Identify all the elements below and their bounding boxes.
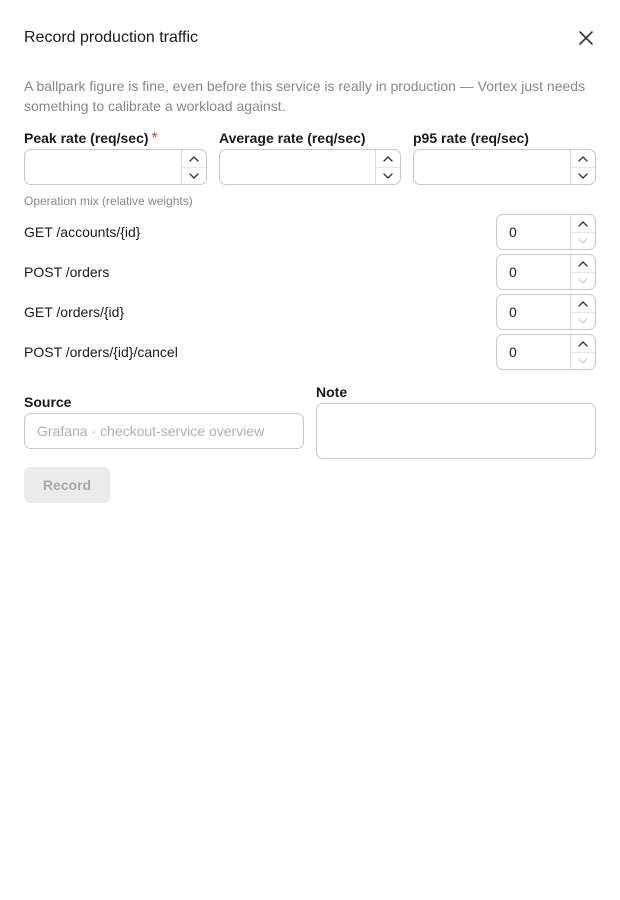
operation-weight-input[interactable] <box>496 214 596 250</box>
average-rate-label-text: Average rate (req/sec) <box>219 130 366 146</box>
operation-weight-increment-button[interactable] <box>571 295 595 312</box>
operation-weight-stepper <box>570 295 595 329</box>
peak-rate-input[interactable] <box>24 149 207 185</box>
operation-weight-increment-button[interactable] <box>571 215 595 232</box>
peak-rate-stepper <box>181 150 206 184</box>
operation-weight-stepper <box>570 255 595 289</box>
operation-weight-increment-button[interactable] <box>571 255 595 272</box>
average-rate-input[interactable] <box>219 149 401 185</box>
chevron-up-icon <box>578 221 588 227</box>
operation-weight-decrement-button[interactable] <box>571 232 595 249</box>
operation-label: GET /accounts/{id} <box>24 224 141 240</box>
note-label: Note <box>316 384 348 400</box>
operation-weight-value[interactable]: 0 <box>509 224 517 240</box>
chevron-up-icon <box>189 156 199 162</box>
note-textarea[interactable] <box>316 403 596 459</box>
chevron-down-icon <box>189 173 199 179</box>
dialog-title: Record production traffic <box>24 29 199 46</box>
peak-rate-label-text: Peak rate (req/sec) <box>24 130 149 146</box>
peak-rate-increment-button[interactable] <box>182 150 206 167</box>
average-rate-stepper <box>375 150 400 184</box>
operation-label: POST /orders/{id}/cancel <box>24 344 178 360</box>
close-button[interactable] <box>576 28 596 48</box>
operation-weight-value[interactable]: 0 <box>509 304 517 320</box>
operation-weight-value[interactable]: 0 <box>509 264 517 280</box>
p95-rate-stepper <box>570 150 595 184</box>
operation-weight-input[interactable] <box>496 294 596 330</box>
peak-rate-decrement-button[interactable] <box>182 167 206 184</box>
source-input[interactable] <box>24 413 304 449</box>
average-rate-label <box>219 129 366 148</box>
chevron-down-icon <box>578 358 588 364</box>
source-label: Source <box>24 394 72 410</box>
average-rate-increment-button[interactable] <box>376 150 400 167</box>
chevron-up-icon <box>578 261 588 267</box>
peak-rate-label <box>24 129 158 148</box>
p95-rate-input[interactable] <box>413 149 596 185</box>
p95-rate-label <box>413 129 529 148</box>
operation-weight-increment-button[interactable] <box>571 335 595 352</box>
chevron-up-icon <box>578 341 588 347</box>
chevron-up-icon <box>383 156 393 162</box>
operation-label: POST /orders <box>24 264 110 280</box>
chevron-down-icon <box>578 278 588 284</box>
close-icon <box>576 28 596 48</box>
operation-weight-stepper <box>570 215 595 249</box>
operation-weight-decrement-button[interactable] <box>571 272 595 289</box>
p95-rate-decrement-button[interactable] <box>571 167 595 184</box>
dialog-description: A ballpark figure is fine, even before this service is really in production — Vortex just needs something to calibrate a workload against. <box>24 78 586 114</box>
p95-rate-increment-button[interactable] <box>571 150 595 167</box>
operation-label: GET /orders/{id} <box>24 304 125 320</box>
chevron-down-icon <box>578 173 588 179</box>
p95-rate-label-text: p95 rate (req/sec) <box>413 130 529 146</box>
operation-weight-input[interactable] <box>496 334 596 370</box>
chevron-down-icon <box>578 238 588 244</box>
chevron-down-icon <box>383 173 393 179</box>
operation-mix-title: Operation mix (relative weights) <box>24 194 193 208</box>
chevron-up-icon <box>578 301 588 307</box>
operation-weight-input[interactable] <box>496 254 596 290</box>
operation-weight-stepper <box>570 335 595 369</box>
chevron-up-icon <box>578 156 588 162</box>
record-button[interactable]: Record <box>24 467 110 503</box>
dialog-header <box>24 28 596 50</box>
average-rate-decrement-button[interactable] <box>376 167 400 184</box>
operation-weight-decrement-button[interactable] <box>571 312 595 329</box>
required-marker: * <box>151 130 158 147</box>
operation-weight-value[interactable]: 0 <box>509 344 517 360</box>
chevron-down-icon <box>578 318 588 324</box>
operation-weight-decrement-button[interactable] <box>571 352 595 369</box>
